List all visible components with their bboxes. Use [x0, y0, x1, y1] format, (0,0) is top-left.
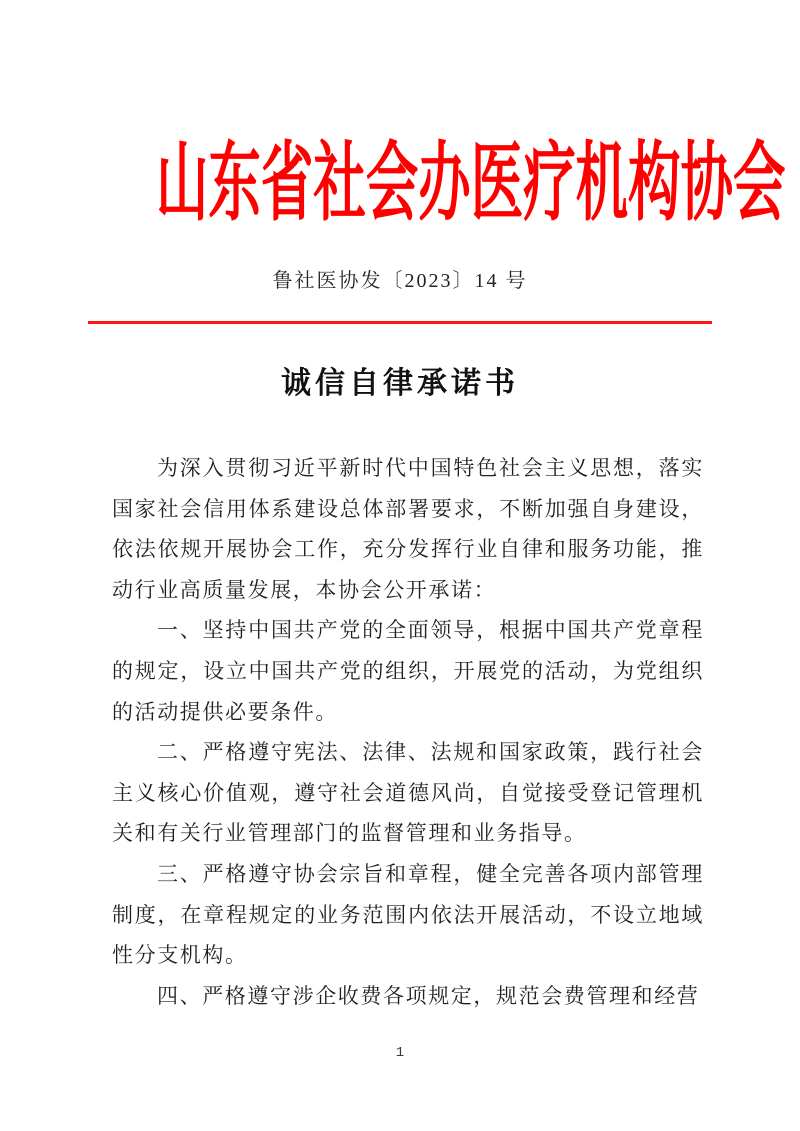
red-separator-line	[88, 321, 712, 324]
document-body	[112, 448, 704, 1016]
paragraph-item-4: 四、严格遵守涉企收费各项规定，规范会费管理和经营	[157, 983, 700, 1008]
paragraph-item-1: 一、坚持中国共产党的全面领导，根据中国共产党章程的规定，设立中国共产党的组织，开展党的活动，为党组织的活动提供必要条件。	[112, 618, 704, 724]
doc-number: 鲁社医协发〔2023〕14 号	[272, 270, 528, 292]
page-number: 1	[395, 1045, 405, 1061]
letterhead-title: 山东省社会办医疗机构协会	[156, 135, 786, 231]
document-title: 诚信自律承诺书	[281, 367, 519, 400]
paragraph-item-3: 三、严格遵守协会宗旨和章程，健全完善各项内部管理制度，在章程规定的业务范围内依法开展活动，不设立地域性分支机构。	[112, 861, 704, 968]
paragraph-item-2: 二、严格遵守宪法、法律、法规和国家政策，践行社会主义核心价值观，遵守社会道德风尚，自觉接受登记管理机关和有关行业管理部门的监督管理和业务指导。	[112, 740, 704, 846]
paragraph-intro: 为深入贯彻习近平新时代中国特色社会主义思想，落实国家社会信用体系建设总体部署要求，不断加强自身建设，依法依规开展协会工作，充分发挥行业自律和服务功能，推动行业高质量发展，本协会公开承诺：	[112, 456, 704, 602]
